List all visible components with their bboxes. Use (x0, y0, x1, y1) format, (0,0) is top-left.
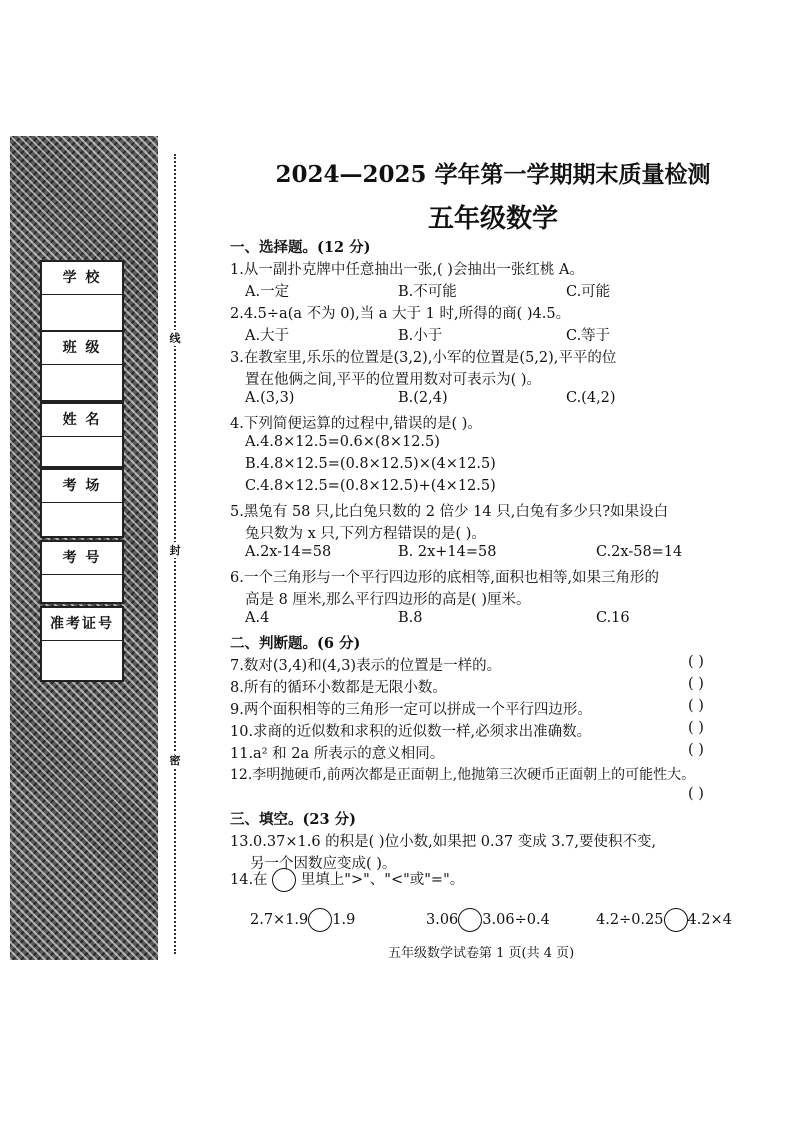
q5-text-line2: 兔只数为 x 只,下列方程错误的是( )。 (245, 526, 486, 542)
compare-circle-3[interactable] (664, 908, 688, 932)
f13-text-line1: 13.0.37×1.6 的积是( )位小数,如果把 0.37 变成 3.7,要使积不变, (230, 834, 657, 850)
q5-text-line1: 5.黑兔有 58 只,比白兔只数的 2 倍少 14 只,白兔有多少只?如果设白 (230, 504, 669, 520)
j9-answer[interactable]: ( ) (688, 698, 704, 714)
section-choice-heading: 一、选择题。(12 分) (230, 239, 371, 256)
q5-option-a: A.2x-14=58 (245, 544, 332, 560)
name-field[interactable] (40, 402, 124, 468)
f14-suffix: 里填上">"、"<"或"="。 (300, 872, 465, 888)
q4-text: 4.下列简便运算的过程中,错误的是( )。 (230, 416, 482, 432)
q1-option-b: B.不可能 (398, 284, 457, 300)
f14-compare-1 (250, 906, 355, 934)
exam-title: 2024—2025 学年第一学期期末质量检测 (275, 161, 711, 188)
school-field[interactable] (40, 260, 124, 334)
exam-subtitle: 五年级数学 (427, 204, 558, 234)
q3-text-line2: 置在他俩之间,平平的位置用数对可表示为( )。 (245, 372, 542, 388)
q5-option-b: B. 2x+14=58 (398, 544, 497, 560)
q5-option-c: C.2x-58=14 (596, 544, 683, 560)
f14-prefix: 14.在 (230, 872, 268, 888)
f14-c3-left: 4.2÷0.25 (596, 912, 664, 928)
class-field[interactable] (40, 330, 124, 402)
class-label: 班 级 (62, 340, 102, 356)
q1-text: 1.从一副扑克牌中任意抽出一张,( )会抽出一张红桃 A。 (230, 262, 584, 278)
name-label: 姓 名 (62, 412, 102, 428)
q6-option-b: B.8 (398, 610, 423, 626)
q3-option-c: C.(4,2) (566, 390, 616, 406)
seal-mark-secret: 密 (169, 754, 181, 767)
q2-text: 2.4.5÷a(a 不为 0),当 a 大于 1 时,所得的商( )4.5。 (230, 306, 571, 322)
page-footer: 五年级数学试卷第 1 页(共 4 页) (388, 946, 575, 961)
q3-text-line1: 3.在教室里,乐乐的位置是(3,2),小军的位置是(5,2),平平的位 (230, 350, 617, 366)
q4-option-c: C.4.8×12.5=(0.8×12.5)+(4×12.5) (245, 478, 496, 494)
q6-text-line2: 高是 8 厘米,那么平行四边形的高是( )厘米。 (245, 592, 531, 608)
q4-option-b: B.4.8×12.5=(0.8×12.5)×(4×12.5) (245, 456, 496, 472)
exam-room-field[interactable] (40, 468, 124, 538)
exam-number-label: 考 号 (62, 550, 102, 566)
q4-option-a: A.4.8×12.5=0.6×(8×12.5) (245, 434, 440, 450)
q3-option-b: B.(2,4) (398, 390, 448, 406)
q6-option-c: C.16 (596, 610, 630, 626)
j7-text: 7.数对(3,4)和(4,3)表示的位置是一样的。 (230, 658, 502, 674)
f14-c1-left: 2.7×1.9 (250, 912, 309, 928)
j8-text: 8.所有的循环小数都是无限小数。 (230, 680, 447, 696)
ticket-number-label: 准考证号 (50, 616, 114, 632)
j9-text: 9.两个面积相等的三角形一定可以拼成一个平行四边形。 (230, 702, 592, 718)
compare-circle-1[interactable] (308, 908, 332, 932)
q6-option-a: A.4 (245, 610, 270, 626)
q6-text-line1: 6.一个三角形与一个平行四边形的底相等,面积也相等,如果三角形的 (230, 570, 660, 586)
section-fill-heading: 三、填空。(23 分) (230, 811, 356, 828)
j10-text: 10.求商的近似数和求积的近似数一样,必须求出准确数。 (230, 724, 592, 740)
j11-answer[interactable]: ( ) (688, 742, 704, 758)
ticket-number-field[interactable] (40, 606, 124, 682)
compare-circle-2[interactable] (458, 908, 482, 932)
q1-option-a: A.一定 (245, 284, 290, 300)
school-label: 学 校 (62, 270, 102, 286)
j8-answer[interactable]: ( ) (688, 676, 704, 692)
exam-room-label: 考 场 (62, 478, 102, 494)
exam-number-field[interactable] (40, 540, 124, 604)
f14-c2-left: 3.06 (426, 912, 459, 928)
q2-option-a: A.大于 (245, 328, 290, 344)
f14-instruction (230, 866, 464, 894)
circle-icon (272, 868, 296, 892)
seal-mark-line: 线 (169, 332, 181, 345)
f14-c2-right: 3.06÷0.4 (482, 912, 550, 928)
j11-text: 11.a² 和 2a 所表示的意义相同。 (230, 746, 445, 762)
f13-text-line2: 另一个因数应变成( )。 (250, 856, 397, 872)
seal-mark-seal: 封 (169, 544, 181, 557)
f14-c1-right: 1.9 (332, 912, 356, 928)
f14-compare-2 (426, 906, 550, 934)
q1-option-c: C.可能 (566, 284, 611, 300)
j10-answer[interactable]: ( ) (688, 720, 704, 736)
section-judge-heading: 二、判断题。(6 分) (230, 635, 361, 652)
f14-c3-right: 4.2×4 (687, 912, 732, 928)
q2-option-c: C.等于 (566, 328, 611, 344)
q3-option-a: A.(3,3) (245, 390, 295, 406)
f14-compare-3 (596, 906, 732, 934)
q2-option-b: B.小于 (398, 328, 443, 344)
j12-text: 12.李明抛硬币,前两次都是正面朝上,他抛第三次硬币正面朝上的可能性大。 (230, 767, 696, 783)
j12-answer[interactable]: ( ) (688, 786, 704, 802)
j7-answer[interactable]: ( ) (688, 654, 704, 670)
